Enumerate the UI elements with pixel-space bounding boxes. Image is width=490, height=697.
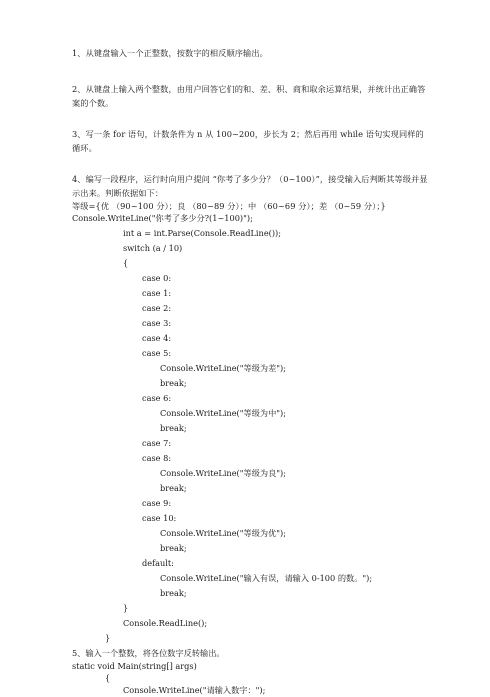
code-line: break; (160, 423, 187, 433)
code-line: static void Main(string[] args) (72, 661, 197, 671)
code-line: break; (160, 483, 187, 493)
code-line: case 3: (142, 318, 172, 328)
question-2: 2、从键盘上输入两个整数，由用户回答它们的和、差、积、商和取余运算结果，并统计出正确答案的个数。 (72, 84, 426, 108)
code-line: case 0: (142, 273, 172, 283)
code-line: case 2: (142, 303, 172, 313)
code-line: } (123, 603, 129, 613)
code-line: Console.WriteLine("等级为良"); (160, 468, 286, 478)
code-line: case 6: (142, 393, 172, 403)
question-5: 5、输入一个整数，将各位数字反转输出。 (72, 648, 225, 658)
code-line: case 10: (142, 513, 177, 523)
code-line: case 5: (142, 348, 172, 358)
code-line: Console.WriteLine("等级为差"); (160, 363, 286, 373)
code-line: int a = int.Parse(Console.ReadLine()); (123, 228, 282, 238)
code-line: break; (160, 588, 187, 598)
question-1: 1、从键盘输入一个正整数，按数字的相反顺序输出。 (72, 48, 268, 58)
question-3: 3、写一条 for 语句，计数条件为 n 从 100~200，步长为 2；然后再用 while 语句实现同样的循环。 (72, 129, 424, 153)
code-line: Console.WriteLine("等级为优"); (160, 528, 286, 538)
code-line: default: (142, 558, 174, 568)
code-line: { (123, 258, 129, 268)
code-line: Console.WriteLine("请输入数字："); (123, 685, 266, 695)
code-line: Console.WriteLine("输入有误，请输入 0-100 的数。"); (160, 573, 373, 583)
code-line: Console.WriteLine("等级为中"); (160, 408, 286, 418)
code-line: case 4: (142, 333, 172, 343)
code-line: { (105, 673, 111, 683)
question-4-intro: 4、编写一段程序，运行时向用户提问 “你考了多少分？（0~100）”，接受输入后判断其等级并显示出来。判断依据如下： (72, 174, 428, 198)
code-line: case 8: (142, 453, 172, 463)
question-4-grades: 等级={优 （90~100 分）；良 （80~89 分）；中 （60~69 分）；差 （0~59 分）；} (72, 201, 386, 211)
code-line: case 1: (142, 288, 172, 298)
code-line: case 9: (142, 498, 172, 508)
code-line: Console.ReadLine(); (123, 618, 208, 628)
code-line: switch (a / 10) (123, 243, 183, 253)
code-line: Console.WriteLine("你考了多少分?(1~100)"); (72, 213, 253, 223)
code-line: case 7: (142, 438, 172, 448)
code-line: break; (160, 378, 187, 388)
code-line: } (105, 633, 111, 643)
code-line: break; (160, 543, 187, 553)
